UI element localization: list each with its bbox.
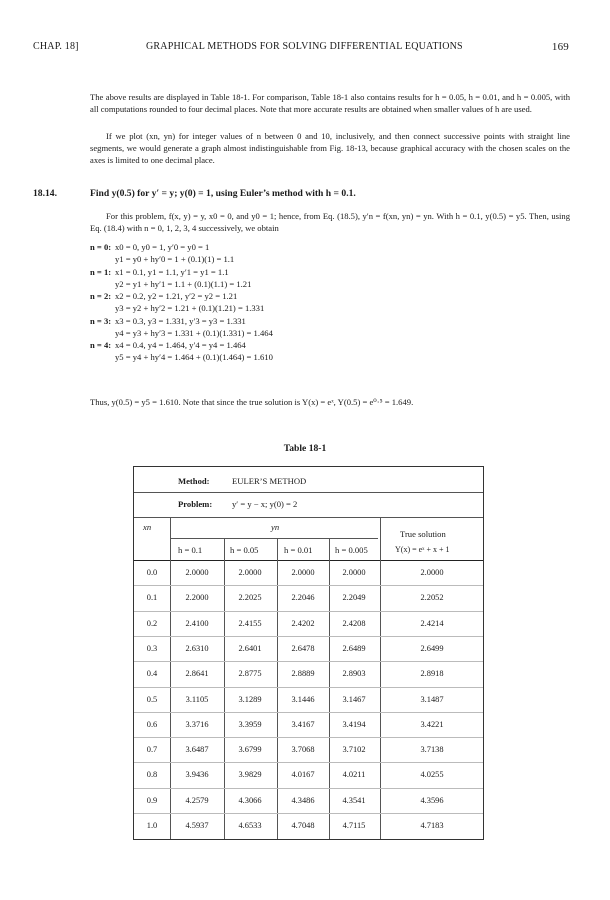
step-line-2: y1 = y0 + hy′0 = 1 + (0.1)(1) = 1.1 bbox=[115, 254, 235, 264]
table-cell-x: 0.9 bbox=[146, 795, 158, 805]
step-label: n = 1: bbox=[90, 266, 112, 277]
row-rule bbox=[134, 636, 483, 637]
paragraph-plot-note: If we plot (xn, yn) for integer values of n between 0 and 10, inclusively, and then connect successive points with straight line segments, we would generate a graph almost indistinguishable from Fig. 18-13, because graphical accuracy with the chosen scales on the axes is limited to one decimal place. bbox=[90, 131, 570, 166]
step-label: n = 0: bbox=[90, 242, 112, 252]
table-cell: 2.2000 bbox=[185, 593, 209, 603]
table-cell: 3.6487 bbox=[185, 745, 209, 755]
table-cell: 4.7115 bbox=[342, 821, 366, 830]
table-cell: 2.8918 bbox=[420, 669, 444, 679]
table-cell-x: 0.6 bbox=[146, 719, 158, 729]
table-cell: 2.4155 bbox=[238, 618, 262, 628]
true-solution-header: True solution bbox=[400, 529, 446, 539]
problem-number: 18.14. bbox=[33, 188, 57, 199]
table-cell: 4.3596 bbox=[420, 795, 444, 805]
table-cell: 2.8775 bbox=[238, 669, 262, 679]
table-cell: 2.0000 bbox=[420, 568, 444, 577]
chapter-label: CHAP. 18] bbox=[33, 41, 79, 52]
table-cell: 2.6401 bbox=[238, 643, 262, 653]
table-cell: 4.0255 bbox=[420, 770, 444, 780]
table-cell: 3.4167 bbox=[291, 719, 315, 729]
method-value: EULER’S METHOD bbox=[232, 476, 307, 486]
euler-step bbox=[90, 339, 470, 364]
column-divider bbox=[329, 538, 330, 839]
table-cell: 3.3716 bbox=[185, 719, 209, 729]
row-rule bbox=[134, 788, 483, 789]
h-header: h = 0.1 bbox=[178, 545, 203, 555]
table-cell: 2.4100 bbox=[185, 618, 209, 628]
paragraph-solution-setup: For this problem, f(x, y) = y, x0 = 0, and y0 = 1; hence, from Eq. (18.5), y′n = f(xn, yn) = yn. With h = 0.1, y(0.5) = y5. Then, using Eq. (18.4) with n = 0, 1, 2, 3, 4 successively, we obtain bbox=[90, 211, 570, 234]
table-cell-x: 0.5 bbox=[146, 694, 158, 704]
table-cell: 4.0211 bbox=[342, 770, 366, 780]
page-number: 169 bbox=[551, 41, 569, 53]
h-header: h = 0.005 bbox=[335, 545, 368, 555]
column-divider bbox=[380, 517, 381, 839]
table-cell-x: 0.1 bbox=[146, 593, 158, 603]
column-xn-header: xn bbox=[143, 522, 152, 532]
table-cell: 2.6310 bbox=[185, 643, 209, 653]
paragraph-conclusion: Thus, y(0.5) = y5 = 1.610. Note that since the true solution is Y(x) = eˣ, Y(0.5) = e⁰·⁵ = 1.649. bbox=[90, 397, 414, 407]
table-cell: 3.4221 bbox=[420, 719, 444, 729]
row-rule bbox=[134, 687, 483, 688]
step-label: n = 2: bbox=[90, 291, 112, 302]
table-cell: 2.2025 bbox=[238, 593, 262, 603]
table-cell: 3.6799 bbox=[238, 745, 262, 755]
table-cell: 3.9829 bbox=[238, 770, 262, 780]
h-header: h = 0.01 bbox=[284, 545, 313, 555]
euler-table bbox=[133, 466, 484, 840]
running-title: GRAPHICAL METHODS FOR SOLVING DIFFERENTIAL EQUATIONS bbox=[146, 41, 463, 52]
table-cell-x: 1.0 bbox=[146, 821, 158, 830]
table-cell-x: 0.3 bbox=[146, 643, 158, 653]
table-cell: 3.1467 bbox=[342, 694, 366, 704]
table-cell: 4.0167 bbox=[291, 770, 315, 780]
table-cell: 4.5937 bbox=[185, 821, 209, 830]
rule bbox=[134, 492, 483, 493]
table-cell: 4.7183 bbox=[420, 821, 444, 830]
running-header bbox=[33, 41, 573, 55]
column-divider bbox=[224, 538, 225, 839]
table-cell-x: 0.0 bbox=[146, 568, 158, 577]
table-cell: 2.4202 bbox=[291, 618, 315, 628]
table-cell-x: 0.4 bbox=[146, 669, 158, 679]
rule bbox=[170, 538, 378, 539]
table-cell: 3.1446 bbox=[291, 694, 315, 704]
table-cell: 3.7138 bbox=[420, 745, 444, 755]
euler-step bbox=[90, 241, 470, 266]
table-cell: 4.2579 bbox=[185, 795, 209, 805]
rule bbox=[134, 560, 483, 561]
table-cell: 2.0000 bbox=[342, 568, 366, 577]
row-rule bbox=[134, 585, 483, 586]
row-rule bbox=[134, 737, 483, 738]
table-cell: 3.9436 bbox=[185, 770, 209, 780]
table-cell: 2.8641 bbox=[185, 669, 209, 679]
step-line-2: y4 = y3 + hy′3 = 1.331 + (0.1)(1.331) = 1.464 bbox=[115, 327, 273, 338]
table-cell: 2.2046 bbox=[291, 593, 315, 603]
table-cell-x: 0.2 bbox=[146, 618, 158, 628]
table-cell: 3.7068 bbox=[291, 745, 315, 755]
euler-step bbox=[90, 266, 470, 291]
table-cell: 3.1289 bbox=[238, 694, 262, 704]
table-cell: 2.8889 bbox=[291, 669, 315, 679]
table-cell: 4.3486 bbox=[291, 795, 315, 805]
euler-step bbox=[90, 290, 470, 315]
step-line-1: x3 = 0.3, y3 = 1.331, y′3 = y3 = 1.331 bbox=[115, 315, 246, 326]
table-cell: 2.6489 bbox=[342, 643, 366, 653]
table-cell: 3.7102 bbox=[342, 745, 366, 755]
h-header: h = 0.05 bbox=[230, 545, 259, 555]
table-cell: 3.4194 bbox=[342, 719, 366, 729]
row-rule bbox=[134, 611, 483, 612]
euler-steps bbox=[90, 241, 470, 364]
problem-statement: Find y(0.5) for y′ = y; y(0) = 1, using Euler’s method with h = 0.1. bbox=[90, 188, 356, 199]
table-cell: 4.6533 bbox=[238, 821, 262, 830]
step-line-1: x0 = 0, y0 = 1, y′0 = y0 = 1 bbox=[115, 242, 210, 252]
row-rule bbox=[134, 661, 483, 662]
table-cell: 4.3066 bbox=[238, 795, 262, 805]
table-cell: 2.6499 bbox=[420, 643, 444, 653]
table-cell: 2.0000 bbox=[185, 568, 209, 577]
problem-value: y′ = y − x; y(0) = 2 bbox=[232, 499, 298, 509]
method-label: Method: bbox=[178, 476, 210, 486]
step-line-2: y2 = y1 + hy′1 = 1.1 + (0.1)(1.1) = 1.21 bbox=[115, 278, 252, 289]
table-cell: 2.2049 bbox=[342, 593, 366, 603]
table-caption: Table 18-1 bbox=[283, 443, 327, 454]
table-cell: 3.1105 bbox=[185, 694, 209, 704]
table-cell: 4.7048 bbox=[291, 821, 315, 830]
column-yn-header: yn bbox=[271, 522, 280, 532]
paragraph-results-intro: The above results are displayed in Table 18-1. For comparison, Table 18-1 also contains results for h = 0.05, h = 0.01, and h = 0.005, with all computations rounded to four decimal places. Note that more accurate results are obtained when smaller values of h are used. bbox=[90, 92, 570, 115]
table-cell: 2.0000 bbox=[238, 568, 262, 577]
table-cell: 3.1487 bbox=[420, 694, 444, 704]
table-cell-x: 0.7 bbox=[146, 745, 158, 755]
rule bbox=[134, 517, 483, 518]
table-cell: 2.2052 bbox=[420, 593, 444, 603]
step-line-1: x2 = 0.2, y2 = 1.21, y′2 = y2 = 1.21 bbox=[115, 291, 238, 302]
step-line-2: y5 = y4 + hy′4 = 1.464 + (0.1)(1.464) = 1.610 bbox=[115, 352, 273, 363]
euler-step bbox=[90, 315, 470, 340]
table-cell: 2.8903 bbox=[342, 669, 366, 679]
true-solution-formula: Y(x) = eˣ + x + 1 bbox=[395, 545, 450, 554]
row-rule bbox=[134, 712, 483, 713]
table-cell: 2.0000 bbox=[291, 568, 315, 577]
row-rule bbox=[134, 813, 483, 814]
step-line-2: y3 = y2 + hy′2 = 1.21 + (0.1)(1.21) = 1.331 bbox=[115, 303, 265, 314]
table-cell: 2.4214 bbox=[420, 618, 444, 628]
row-rule bbox=[134, 762, 483, 763]
table-cell: 2.6478 bbox=[291, 643, 315, 653]
step-label: n = 4: bbox=[90, 340, 112, 351]
step-label: n = 3: bbox=[90, 315, 112, 326]
problem-label: Problem: bbox=[178, 499, 213, 509]
table-cell-x: 0.8 bbox=[146, 770, 158, 780]
table-cell: 4.3541 bbox=[342, 795, 366, 805]
step-line-1: x4 = 0.4, y4 = 1.464, y′4 = y4 = 1.464 bbox=[115, 340, 246, 351]
step-line-1: x1 = 0.1, y1 = 1.1, y′1 = y1 = 1.1 bbox=[115, 266, 229, 277]
table-cell: 3.3959 bbox=[238, 719, 262, 729]
table-cell: 2.4208 bbox=[342, 618, 366, 628]
column-divider bbox=[277, 538, 278, 839]
